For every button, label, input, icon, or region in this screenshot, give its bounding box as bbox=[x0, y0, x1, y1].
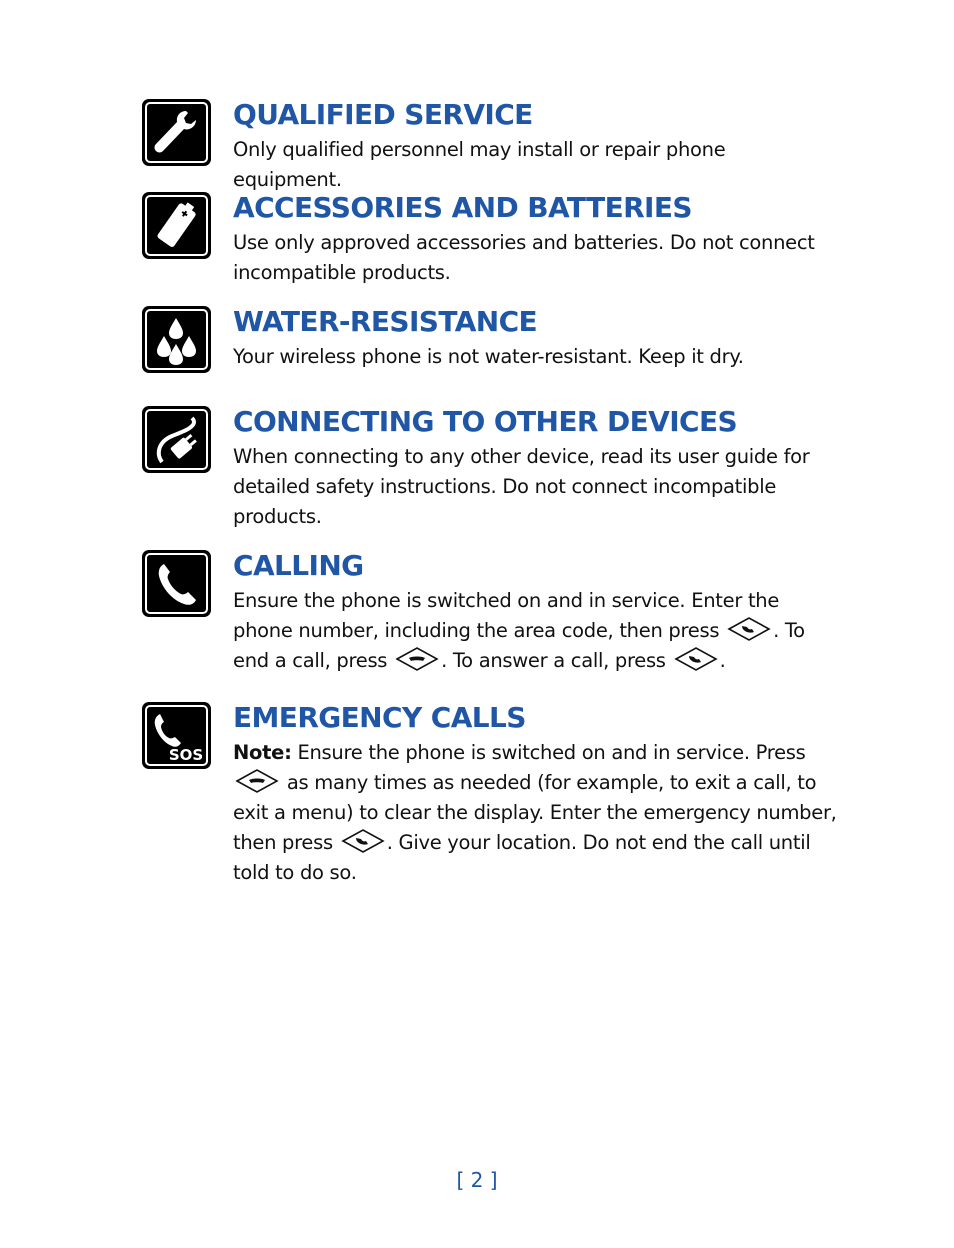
section-body bbox=[233, 738, 838, 888]
section-title: EMERGENCY CALLS bbox=[233, 701, 526, 734]
section-body bbox=[233, 586, 838, 676]
talk-key-icon bbox=[341, 827, 385, 855]
section-body: Use only approved accessories and batteries. Do not connect incompatible products. bbox=[233, 231, 815, 284]
end-key-icon bbox=[395, 645, 439, 673]
body-text: . Give your location. Do not end the call until told to do so. bbox=[233, 831, 811, 884]
section-body: Your wireless phone is not water-resistant. Keep it dry. bbox=[233, 345, 744, 368]
body-text: . To answer a call, press bbox=[441, 649, 672, 672]
battery-icon bbox=[142, 192, 211, 259]
body-text: . To end a call, press bbox=[233, 619, 805, 672]
sos-phone-icon bbox=[142, 702, 211, 769]
water-drops-icon bbox=[142, 306, 211, 373]
section-title: CONNECTING TO OTHER DEVICES bbox=[233, 405, 738, 438]
section-title: QUALIFIED SERVICE bbox=[233, 98, 533, 131]
wrench-icon bbox=[142, 99, 211, 166]
section-title: CALLING bbox=[233, 549, 364, 582]
body-text: Ensure the phone is switched on and in service. Enter the phone number, including the area code, then press bbox=[233, 589, 780, 642]
section-body: When connecting to any other device, read its user guide for detailed safety instructions. Do not connect incompatible products. bbox=[233, 445, 810, 528]
end-key-icon bbox=[235, 767, 279, 795]
talk-key-icon bbox=[674, 645, 718, 673]
plug-icon bbox=[142, 406, 211, 473]
body-text: as many times as needed (for example, to exit a call, to exit a menu) to clear the display. Enter the emergency number, then press bbox=[233, 771, 837, 854]
page-number: [ 2 ] bbox=[456, 1168, 498, 1192]
body-text: . bbox=[719, 649, 726, 672]
note-label: Note: bbox=[233, 741, 292, 764]
talk-key-icon bbox=[727, 615, 771, 643]
section-title: ACCESSORIES AND BATTERIES bbox=[233, 191, 692, 224]
phone-handset-icon bbox=[142, 550, 211, 617]
body-text: Ensure the phone is switched on and in service. Press bbox=[291, 741, 806, 764]
section-body: Only qualified personnel may install or repair phone equipment. bbox=[233, 138, 726, 191]
section-title: WATER-RESISTANCE bbox=[233, 305, 538, 338]
svg-text:SOS: SOS bbox=[168, 746, 204, 764]
